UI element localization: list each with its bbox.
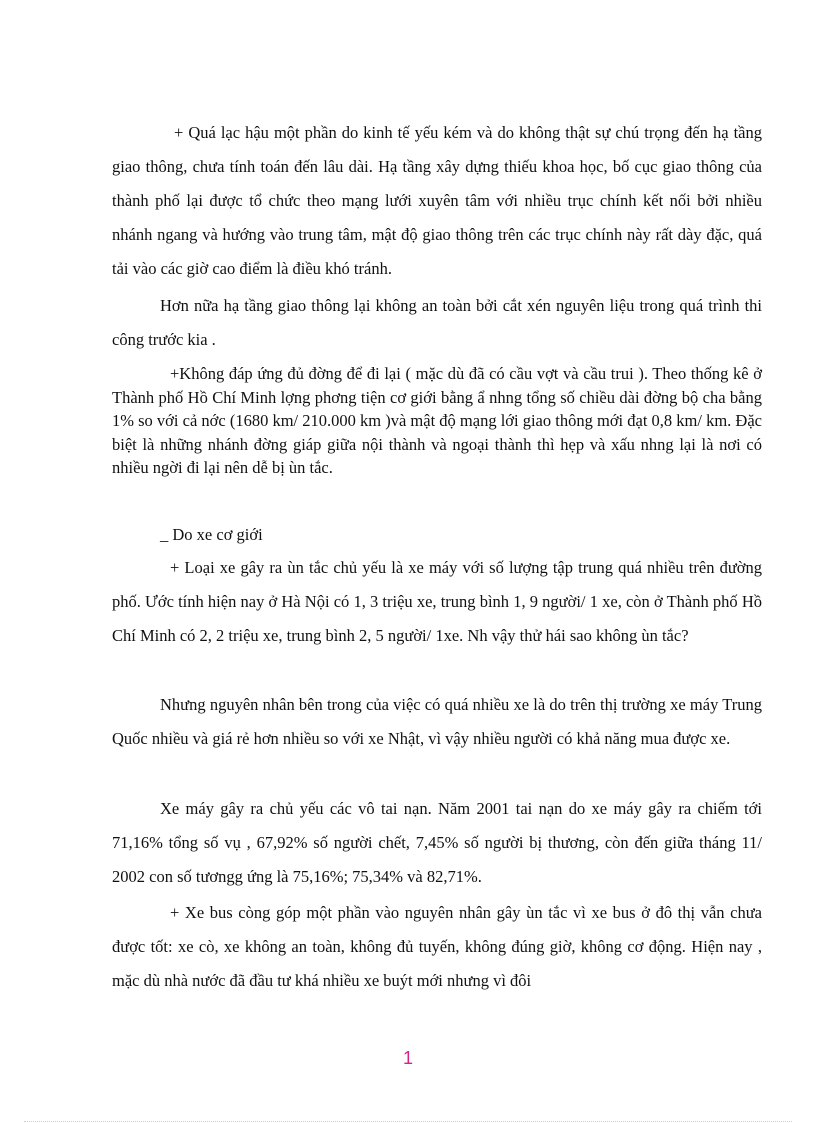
paragraph-insufficient-roads: +Không đáp ứng đủ đờng để đi lại ( mặc dù đã có cầu vợt và cầu trui ). Theo thống kê ở Thành phố Hồ Chí Minh lợng phơng tiện cơ giới bằng ẩ nhng tổng số chiều dài đờng bộ cha bằng 1% so với cả nớc (1680 km/ 210.000 km )và mật độ mạng lới giao thông mới đạt 0,8 km/ km. Đặc biệt là những nhánh đờng giáp giữa nội thành và ngoại thành thì hẹp và xấu nhng lại là nơi có nhiều ngời đi lại nên dễ bị ùn tắc. (112, 364, 762, 477)
paragraph-accident-statistics: Xe máy gây ra chủ yếu các vô tai nạn. Năm 2001 tai nạn do xe máy gây ra chiếm tới 71,16% tổng số vụ , 67,92% số người chết, 7,45% số người bị thương, còn đến giữa tháng 11/ 2002 con số tươngg ứng là 75,16%; 75,34% và 82,71%. (112, 799, 762, 886)
paragraph-infrastructure-backward: + Quá lạc hậu một phần do kinh tế yếu kém và do không thật sự chú trọng đến hạ tầng giao thông, chưa tính toán đến lâu dài. Hạ tầng xây dựng thiếu khoa học, bố cục giao thông của thành phố lại được tổ chức theo mạng lưới xuyên tâm với nhiều trục chính kết nối bởi nhiều nhánh ngang và hướng vào trung tâm, mật độ giao thông trên các trục chính này rất dày đặc, quá tải vào các giờ cao điểm là điều khó tránh. (112, 123, 762, 278)
paragraph-unsafe-infrastructure: Hơn nữa hạ tầng giao thông lại không an toàn bởi cắt xén nguyên liệu trong quá trình thi công trước kia . (112, 296, 762, 349)
paragraph-bus-contribution: + Xe bus còng góp một phần vào nguyên nhân gây ùn tắc vì xe bus ở đô thị vẫn chưa được tốt: xe cò, xe không an toàn, không đủ tuyến, không đúng giờ, không cơ động. Hiện nay , mặc dù nhà nước đã đầu tư khá nhiều xe buýt mới nhưng vì đôi (112, 903, 762, 990)
section-heading-motor-vehicles: _ Do xe cơ giới (160, 525, 263, 544)
page-number: 1 (402, 1048, 413, 1068)
paragraph-cheap-chinese-motorbikes: Nhưng nguyên nhân bên trong của việc có quá nhiều xe là do trên thị trường xe máy Trung Quốc nhiều và giá rẻ hơn nhiều so với xe Nhật, vì vậy nhiều người có khả năng mua được xe. (112, 695, 762, 748)
paragraph-motorbikes: + Loại xe gây ra ùn tắc chủ yếu là xe máy với số lượng tập trung quá nhiều trên đường phố. Ước tính hiện nay ở Hà Nội có 1, 3 triệu xe, trung bình 1, 9 người/ 1 xe, còn ở Thành phố Hồ Chí Minh có 2, 2 triệu xe, trung bình 2, 5 người/ 1xe. Nh vậy thử hái sao không ùn tắc? (112, 558, 762, 645)
footer-divider (24, 1121, 792, 1122)
